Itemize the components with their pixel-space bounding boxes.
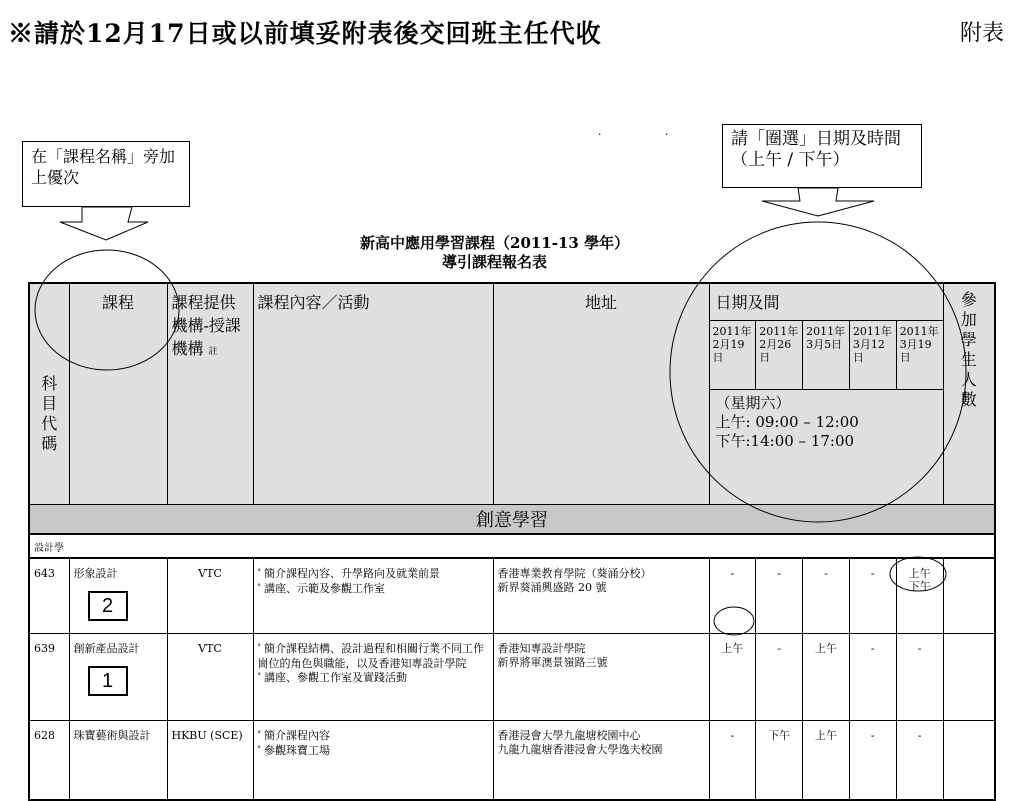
header-time-note xyxy=(710,390,943,455)
date-col-3: 2011年3月5日 xyxy=(803,321,850,389)
row-code: 639 xyxy=(29,634,69,721)
slot-cell[interactable]: - xyxy=(756,559,803,633)
slot-cell[interactable]: - xyxy=(756,634,803,720)
form-title-block xyxy=(360,234,629,272)
row-address: 香港專業教育學院（葵涌分校） 新界葵涌興盛路 20 號 xyxy=(493,558,709,634)
slot-cell[interactable]: - xyxy=(803,559,850,633)
table-row xyxy=(29,721,995,801)
date-col-2: 2011年2月26日 xyxy=(756,321,803,389)
slot-cell[interactable]: - xyxy=(850,634,897,720)
row-content: ° 簡介課程內容、升學路向及就業前景 ° 講座、示範及參觀工作室 xyxy=(253,558,493,634)
slot-cell[interactable]: - xyxy=(850,721,897,799)
attachment-label: 附表 xyxy=(959,21,1004,46)
subcategory-label: 設計學 xyxy=(29,534,995,558)
header-subject-code: 科目代碼 xyxy=(29,283,69,505)
row-slots xyxy=(709,558,943,634)
form-title: 新高中應用學習課程（2011-13 學年） xyxy=(360,234,630,252)
slot-cell[interactable]: - xyxy=(850,559,897,633)
date-col-5: 2011年3月19日 xyxy=(899,325,939,364)
header-provider-note: 註 xyxy=(208,347,218,357)
row-course: 珠寶藝術與設計 xyxy=(69,721,167,801)
priority-box[interactable]: 1 xyxy=(88,666,128,696)
row-participants[interactable] xyxy=(943,558,995,634)
slot-cell[interactable]: - xyxy=(917,642,922,655)
row-course: 創新產品設計 1 xyxy=(69,634,167,721)
callout-rank-instruction: 在「課程名稱」旁加上優次 xyxy=(22,141,190,207)
row-content: ° 簡介課程結構、設計過程和相關行業不同工作崗位的角色與職能，以及香港知專設計學院 ° 講座、參觀工作室及實踐活動 xyxy=(253,634,493,721)
slot-cell[interactable]: 上午 xyxy=(710,634,757,720)
header-dates xyxy=(709,283,943,505)
row-slots xyxy=(709,721,943,801)
row-participants[interactable] xyxy=(943,634,995,721)
slot-cell-stack[interactable]: 上午 下午 xyxy=(908,567,931,593)
header-dates-title: 日期及間 xyxy=(710,284,943,321)
callout-right-arrow xyxy=(762,188,874,216)
header-content: 課程內容／活動 xyxy=(253,283,493,505)
slot-cell[interactable]: 上午 xyxy=(803,721,850,799)
submission-notice: ※請於12月17日或以前填妥附表後交回班主任代收 xyxy=(8,19,602,48)
slot-cell[interactable]: 上午 xyxy=(803,634,850,720)
stray-dots: · · xyxy=(598,128,699,141)
row-provider: VTC xyxy=(167,558,253,634)
date-col-4: 2011年3月12日 xyxy=(850,321,897,389)
priority-box[interactable]: 2 xyxy=(88,591,128,621)
time-note-am: 上午: 09:00 – 12:00 xyxy=(715,413,859,431)
subcategory-row xyxy=(29,534,995,558)
row-provider: HKBU (SCE) xyxy=(167,721,253,801)
date-col-1: 2011年2月19日 xyxy=(710,321,757,389)
category-row xyxy=(29,505,995,535)
row-participants[interactable] xyxy=(943,721,995,801)
slot-cell[interactable]: - xyxy=(710,721,757,799)
row-address: 香港浸會大學九龍塘校園中心 九龍九龍塘香港浸會大學逸夫校園 xyxy=(493,721,709,801)
time-note-pm: 下午:14:00 – 17:00 xyxy=(715,432,855,450)
header-participants: 參加學生人數 xyxy=(943,283,995,505)
table-row xyxy=(29,634,995,721)
row-content: ° 簡介課程內容 ° 參觀珠寶工場 xyxy=(253,721,493,801)
header-address: 地址 xyxy=(493,283,709,505)
header-date-columns xyxy=(710,321,943,390)
row-code: 628 xyxy=(29,721,69,801)
row-provider: VTC xyxy=(167,634,253,721)
table-row xyxy=(29,558,995,634)
row-address: 香港知專設計學院 新界將軍澳景嶺路三號 xyxy=(493,634,709,721)
form-subtitle: 導引課程報名表 xyxy=(442,253,548,271)
table-header-row xyxy=(29,283,995,505)
time-note-day: （星期六） xyxy=(715,394,791,412)
header-provider: 課程提供機構-授課機構 註 xyxy=(167,283,253,505)
slot-cell[interactable]: 下午 xyxy=(756,721,803,799)
callout-left-arrow xyxy=(60,207,148,240)
row-course: 形象設計 2 xyxy=(69,558,167,634)
callout-circle-instruction: 請「圈選」日期及時間（上午 / 下午） xyxy=(722,124,922,188)
row-code: 643 xyxy=(29,558,69,634)
row-slots xyxy=(709,634,943,721)
slot-cell[interactable]: - xyxy=(710,559,757,633)
category-label: 創意學習 xyxy=(29,505,995,535)
header-course: 課程 xyxy=(69,283,167,505)
registration-table xyxy=(28,282,996,801)
slot-cell[interactable]: - xyxy=(917,729,922,742)
